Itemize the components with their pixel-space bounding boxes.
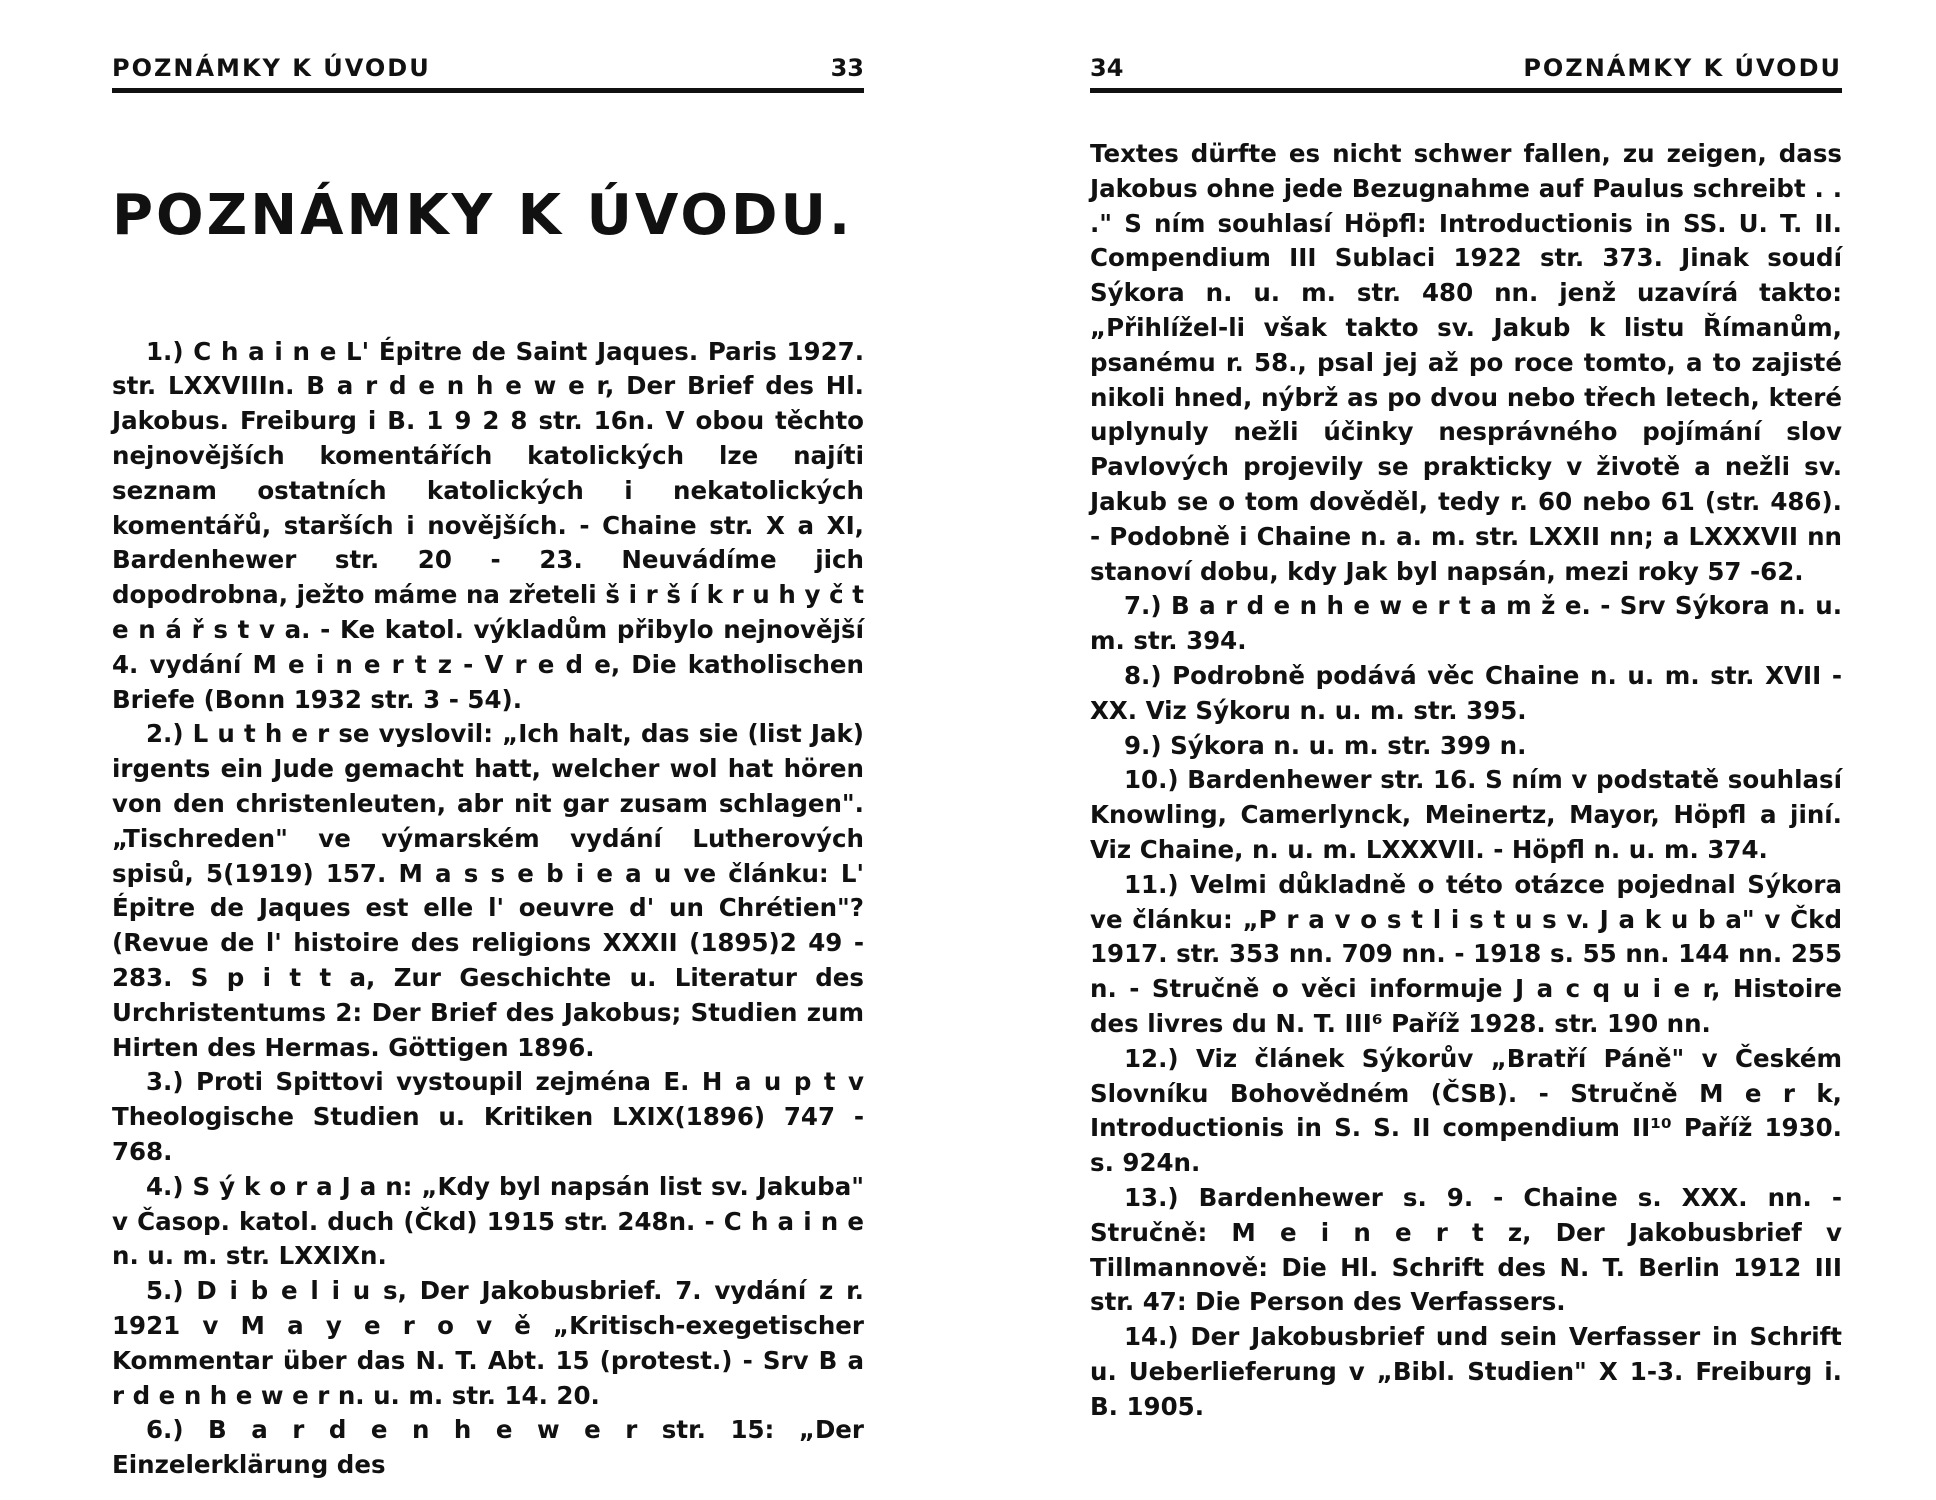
note-14: 14.) Der Jakobusbrief und sein Verfasser in Schrift u. Ueberlieferung v „Bibl. Studien" X 1-3. Freiburg i. B. 1905. [1090, 1322, 1842, 1421]
note-7: 7.) B a r d e n h e w e r t a m ž e. - Srv Sýkora n. u. m. str. 394. [1090, 591, 1842, 656]
page-number: 34 [1090, 54, 1124, 82]
notes-list [112, 335, 864, 1483]
note-3: 3.) Proti Spittovi vystoupil zejména E. H a u p t v Theologische Studien u. Kritiken LXIX(1896) 747 - 768. [112, 1067, 864, 1166]
chapter-title: POZNÁMKY K ÚVODU. [112, 183, 854, 248]
note-1: 1.) C h a i n e L' Épitre de Saint Jaques. Paris 1927. str. LXXVIIIn. B a r d e n h e w e r, Der Brief des Hl. Jakobus. Freiburg i B. 1 9 2 8 str. 16n. V obou těchto nejnovějších komentářích katolických lze najíti seznam ostatních katolických i nekatolických komentářů, starších i novějších. - Chaine str. X a XI, Bardenhewer str. 20 - 23. Neuvádíme jich dopodrobna, ježto máme na zřeteli š i r š í k r u h y č t e n á ř s t v a. - Ke katol. výkladům přibylo nejnovější 4. vydání M e i n e r t z - V r e d e, Die katholischen Briefe (Bonn 1932 str. 3 - 54). [112, 336, 864, 714]
note-9: 9.) Sýkora n. u. m. str. 399 n. [1124, 730, 1527, 760]
running-head-title: POZNÁMKY K ÚVODU [112, 54, 431, 82]
left-page [112, 48, 864, 1483]
running-head [112, 48, 864, 82]
header-rule [112, 88, 864, 93]
running-head [1090, 48, 1842, 82]
note-11: 11.) Velmi důkladně o této otázce pojednal Sýkora ve článku: „P r a v o s t l i s t u s v. J a k u b a" v Čkd 1917. str. 353 nn. 709 nn. - 1918 s. 55 nn. 144 nn. 255 n. - Stručně o věci informuje J a c q u i e r, Histoire des livres du N. T. III⁶ Paříž 1928. str. 190 nn. [1090, 869, 1842, 1038]
note-8: 8.) Podrobně podává věc Chaine n. u. m. str. XVII - XX. Viz Sýkoru n. u. m. str. 395. [1090, 660, 1842, 725]
note-2: 2.) L u t h e r se vyslovil: „Ich halt, das sie (list Jak) irgents ein Jude gemacht hatt, welcher wol hat hören von den christenleuten, abr nit gar zusam schlagen". „Tischreden" ve výmarském vydání Lutherových spisů, 5(1919) 157. M a s s e b i e a u ve článku: L' Épitre de Jaques est elle l' oeuvre d' un Chrétien"? (Revue de l' histoire des religions XXXII (1895)2 49 - 283. S p i t t a, Zur Geschichte u. Literatur des Urchristentums 2: Der Brief des Jakobus; Studien zum Hirten des Hermas. Göttigen 1896. [112, 719, 864, 1062]
note-5: 5.) D i b e l i u s, Der Jakobusbrief. 7. vydání z r. 1921 v M a y e r o v ě „Kritisch-exegetischer Kommentar über das N. T. Abt. 15 (protest.) - Srv B a r d e n h e w e r n. u. m. str. 14. 20. [112, 1276, 864, 1410]
notes-list [1090, 137, 1842, 1424]
note-6: 6.) B a r d e n h e w e r str. 15: „Der Einzelerklärung des [112, 1415, 864, 1480]
note-6-continuation: Textes dürfte es nicht schwer fallen, zu zeigen, dass Jakobus ohne jede Bezugnahme auf Paulus schreibt . . ." S ním souhlasí Höpfl: Introductionis in SS. U. T. II. Compendium III Sublaci 1922 str. 373. Jinak soudí Sýkora n. u. m. str. 480 nn. jenž uzavírá takto: „Přihlížel-li však takto sv. Jakub k listu Římanům, psanému r. 58., psal jej až po roce tomto, a to zajisté nikoli hned, nýbrž as po dvou nebo třech letech, které uplynuly nežli účinky nesprávného pojímání slov Pavlových projevily se prakticky v životě a nežli sv. Jakub se o tom dověděl, tedy r. 60 nebo 61 (str. 486). - Podobně i Chaine n. a. m. str. LXXII nn; a LXXXVII nn stanoví dobu, kdy Jak byl napsán, mezi roky 57 -62. [1090, 139, 1842, 586]
note-13: 13.) Bardenhewer s. 9. - Chaine s. XXX. nn. - Stručně: M e i n e r t z, Der Jakobusbrief v Tillmannově: Die Hl. Schrift des N. T. Berlin 1912 III str. 47: Die Person des Verfassers. [1090, 1182, 1842, 1317]
note-10: 10.) Bardenhewer str. 16. S ním v podstatě souhlasí Knowling, Camerlynck, Meinertz, Mayor, Höpfl a jiní. Viz Chaine, n. u. m. LXXXVII. - Höpfl n. u. m. 374. [1090, 765, 1842, 864]
note-12: 12.) Viz článek Sýkorův „Bratří Páně" v Českém Slovníku Bohovědném (ČSB). - Stručně M e r k, Introductionis in S. S. II compendium II¹⁰ Paříž 1930. s. 924n. [1090, 1043, 1842, 1178]
note-4: 4.) S ý k o r a J a n: „Kdy byl napsán list sv. Jakuba" v Časop. katol. duch (Čkd) 1915 str. 248n. - C h a i n e n. u. m. str. LXXIXn. [112, 1171, 864, 1271]
running-head-title: POZNÁMKY K ÚVODU [1523, 54, 1842, 82]
header-rule [1090, 88, 1842, 93]
page-number: 33 [830, 54, 864, 82]
right-page [1090, 48, 1842, 1424]
